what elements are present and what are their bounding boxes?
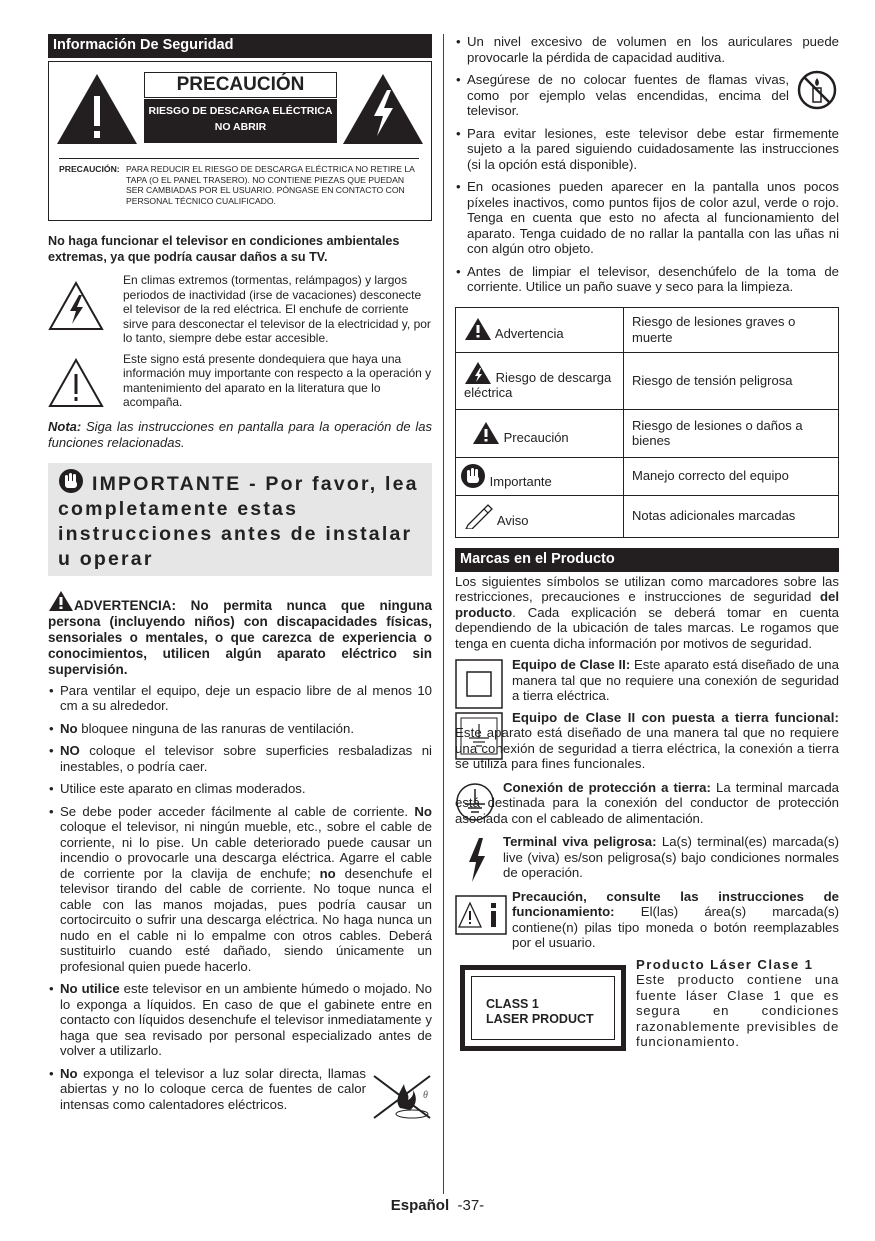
functional-earth-icon: [455, 712, 503, 760]
bullet-text: bloquee ninguna de las ranuras de ventilación.: [77, 720, 354, 736]
list-item: [455, 126, 839, 173]
mark-laser: [455, 957, 839, 1067]
bullet-text: En ocasiones pueden aparecer en la pantalla unos pocos píxeles inactivos, como puntos fijos de color azul, verde o rojo. Tenga en cuenta que esto no afecta al funcionamiento del aparato. Tenga cuidado de no rallar la pantalla con las uñas ni con algún otro objeto.: [467, 179, 839, 256]
intro-text: Los siguientes símbolos se utilizan como marcadores sobre las restricciones, precauciones e instrucciones de seguridad: [455, 573, 839, 604]
laser-product-text: LASER PRODUCT: [486, 1011, 594, 1026]
laser-label-box: [460, 965, 626, 1051]
table-label-text: Precaución: [503, 429, 569, 445]
table-row: [456, 495, 839, 537]
exclamation-triangle-icon: [48, 358, 104, 408]
footer-language: Español: [390, 1197, 450, 1214]
do-not-open-text: NO ABRIR: [214, 121, 267, 133]
symbol-table: [455, 307, 839, 538]
mark-desc: La(s) terminal(es) marcada(s) live (viva) es/son peligrosa(s) bajo condiciones normales de operación.: [503, 834, 839, 880]
mark-protective-earth: [455, 780, 839, 827]
precaution-title: PRECAUCIÓN: [144, 72, 337, 98]
mark-text: [455, 780, 839, 827]
bullet-text: desenchufe el televisor tirando del cable de corriente. No toque nunca el cable con las manos mojadas, pues podría causar un cortocircuito o sufrir una descarga eléctrica. No haga nunca un nudo en el cable ni lo empalme con otros cables. Deberá sustituirlo cuando esté dañado, siendo únicamente un profesional quien puede hacerlo.: [60, 865, 432, 974]
list-item: [455, 179, 839, 257]
table-cell-desc: Riesgo de tensión peligrosa: [624, 352, 839, 409]
pencil-note-icon: [464, 503, 494, 529]
mark-class-ii-earth: [455, 710, 839, 772]
exclamation-info-row: [48, 352, 432, 410]
bullet-strong: No: [414, 803, 432, 819]
right-bullet-list: [455, 34, 839, 295]
lightning-info-row: [48, 273, 432, 346]
hand-stop-icon: [460, 463, 486, 489]
list-item: [48, 683, 432, 714]
mark-title: Terminal viva peligrosa:: [503, 834, 657, 849]
table-cell-label: [456, 352, 624, 409]
bullet-text: Para evitar lesiones, este televisor debe estar firmemente sujeto a la pared siguiendo cuidadosamente las instrucciones (si la opción está disponible).: [467, 125, 839, 172]
bullet-text: este televisor en un ambiente húmedo o mojado. No lo exponga a líquidos. En caso de que el gabinete entre en contacto con líquidos desenchufe el televisor inmediatamente y haga que sea revisado por personal especializado antes de volver a utilizarlo.: [60, 981, 432, 1058]
lightning-warning-icon: [341, 72, 425, 146]
laser-class-text: CLASS 1: [486, 996, 539, 1011]
list-item: [48, 1066, 432, 1113]
bullet-strong: NO: [60, 743, 80, 758]
mark-desc: Este producto contiene una fuente láser Clase 1 que es segura en condiciones razonablemente previsibles de funcionamiento.: [636, 972, 839, 1049]
note-label: Nota:: [48, 418, 82, 434]
bullet-text: Se debe poder acceder fácilmente al cable de corriente.: [60, 803, 415, 819]
caution-info-icon: [455, 895, 507, 935]
mark-title: Producto Láser Clase 1: [636, 956, 814, 972]
mark-text: [455, 710, 839, 772]
intro-text: . Cada explicación se deberá tomar en cuenta dependiendo de la ubicación de tales marcas. Le rogamos que tenga en cuenta dicha información por motivos de seguridad.: [455, 604, 839, 651]
mark-title: Equipo de Clase II:: [512, 657, 631, 672]
list-item: [48, 743, 432, 774]
exclamation-warning-icon: [55, 72, 139, 146]
list-item: [455, 72, 839, 119]
bullet-text: coloque el televisor sobre superficies resbaladizas ni inestables, o podría caer.: [60, 743, 432, 774]
precaution-box: [48, 61, 432, 221]
table-row: [456, 409, 839, 457]
table-row: [456, 352, 839, 409]
section-header-marks: Marcas en el Producto: [455, 548, 839, 572]
table-label-text: Importante: [489, 473, 552, 489]
page-footer: [0, 1197, 875, 1214]
table-row: [456, 307, 839, 352]
warning-icon: [464, 317, 492, 341]
mark-title: Precaución, consulte las instrucciones de funcionamiento:: [512, 888, 839, 919]
advertencia-text: No permita nunca que ninguna persona (incluyendo niños) con discapacidades físicas, sensoriales o mentales, o que carezca de experiencia o conocimientos, utilicen algún aparato eléctrico sin supervisión.: [48, 597, 432, 677]
double-square-icon: [455, 659, 503, 709]
svg-text:θ: • θ: [423, 1089, 428, 1101]
left-column: [48, 34, 432, 1120]
important-text: IMPORTANTE - Por favor, lea completamente estas instrucciones antes de instalar u operar: [58, 472, 419, 570]
table-cell-label: [456, 457, 624, 495]
safety-bullet-list: [48, 683, 432, 1113]
table-label-text: Aviso: [496, 513, 529, 528]
no-candle-icon: [795, 68, 839, 112]
mark-text: [455, 889, 839, 951]
bullet-strong: No: [60, 720, 78, 736]
bullet-text: exponga el televisor a luz solar directa, llamas abiertas y no lo coloque cerca de fuentes de calor intensas como calentadores eléctricos.: [60, 1065, 366, 1112]
lightning-bolt-icon: [467, 838, 487, 882]
mark-text: [455, 657, 839, 704]
list-item: [48, 721, 432, 737]
hand-stop-icon: [58, 468, 84, 494]
precaution-black-panel: [144, 99, 337, 143]
laser-description: [636, 957, 839, 1050]
note-paragraph: [48, 419, 432, 451]
table-cell-desc: Manejo correcto del equipo: [624, 457, 839, 495]
bullet-text: Para ventilar el equipo, deje un espacio libre de al menos 10 cm a su alrededor.: [60, 682, 432, 713]
list-item: [455, 34, 839, 65]
mark-hazardous-live: [455, 834, 839, 881]
bullet-text: coloque el televisor, ni ningún mueble, etc., sobre el cable de corriente, ni lo pise. Un cable deteriorado puede causar un incendio o provocarle una descarga eléctrica. Agarre el cable de corriente por la clavija de enchufe;: [60, 819, 432, 881]
mark-text: [455, 834, 839, 881]
mark-desc: Este aparato está diseñado de una manera tal que no requiere una conexión de seguridad a tierra eléctrica.: [512, 657, 839, 703]
mark-title: Equipo de Clase II con puesta a tierra funcional:: [512, 709, 839, 725]
precaution-body: PARA REDUCIR EL RIESGO DE DESCARGA ELÉCTRICA NO RETIRE LA TAPA (O EL PANEL TRASERO). NO CONTIENE PIEZAS QUE PUEDAN SER CAMBIADAS POR EL USUARIO. PÓNGASE EN CONTACTO CON PERSONAL TÉCNICO CUALIFICADO.: [126, 164, 415, 206]
bullet-text: Un nivel excesivo de volumen en los auriculares puede provocarle la pérdida de capacidad auditiva.: [467, 34, 839, 65]
right-column: [455, 34, 839, 1067]
page-number: -37-: [457, 1197, 485, 1214]
table-label-text: Riesgo de descarga eléctrica: [464, 369, 612, 400]
table-cell-desc: Riesgo de lesiones o daños a bienes: [624, 409, 839, 457]
mark-desc: El(las) área(s) marcada(s) contiene(n) pilas tipo moneda o botón reemplazables por el usuario.: [512, 904, 839, 950]
protective-earth-icon: [455, 782, 495, 822]
mark-consult-instructions: [455, 889, 839, 951]
laser-label-inner: [471, 976, 615, 1040]
column-divider: [443, 34, 444, 1194]
environment-warning: No haga funcionar el televisor en condiciones ambientales extremas, ya que podría causar daños a su TV.: [48, 234, 400, 264]
mark-desc: Este aparato está diseñado de una manera tal que no requiere una conexión de seguridad a tierra eléctrica, la conexión a tierra se utiliza para fines funcionales.: [455, 725, 839, 771]
table-cell-label: [456, 307, 624, 352]
important-banner: [48, 463, 432, 576]
advertencia-paragraph: [48, 590, 432, 678]
bullet-text: Utilice este aparato en climas moderados.: [60, 781, 306, 796]
mark-desc: La terminal marcada está destinada para la conexión del conductor de protección asociada con el cableado de alimentación.: [455, 779, 840, 826]
table-row: [456, 457, 839, 495]
bullet-text: Asegúrese de no colocar fuentes de flamas vivas, como por ejemplo velas encendidas, encima del televisor.: [467, 72, 789, 118]
intro-strong: del producto: [455, 589, 839, 620]
shock-risk-text: RIESGO DE DESCARGA ELÉCTRICA: [148, 105, 333, 117]
table-cell-desc: Riesgo de lesiones graves o muerte: [624, 307, 839, 352]
lightning-info-text: En climas extremos (tormentas, relámpagos) y largos periodos de inactividad (irse de vacaciones) desconecte el televisor de la red eléctrica. El enchufe de corriente sirve para desconectar el televisor de la electricidad y, por lo tanto, siempre debe estar accesible.: [123, 273, 431, 345]
mark-class-ii: [455, 657, 839, 704]
mark-title: Conexión de protección a tierra:: [503, 779, 711, 795]
table-cell-label: [456, 409, 624, 457]
table-cell-label: [456, 495, 624, 537]
bullet-strong: No utilice: [60, 981, 120, 996]
list-item: [48, 981, 432, 1059]
list-item: [48, 781, 432, 797]
bullet-text: Antes de limpiar el televisor, desenchúfelo de la toma de corriente. Utilice un paño suave y seco para la limpieza.: [467, 263, 839, 294]
caution-icon: [472, 421, 500, 445]
table-label-text: Advertencia: [494, 326, 564, 342]
table-cell-desc: Notas adicionales marcadas: [624, 495, 839, 537]
lightning-triangle-icon: [48, 281, 104, 331]
no-flame-icon: [370, 1070, 432, 1120]
bullet-strong: No: [60, 1065, 78, 1081]
precaution-label: PRECAUCIÓN:: [59, 164, 120, 174]
marks-intro: [455, 574, 839, 652]
note-text: Siga las instrucciones en pantalla para la operación de las funciones relacionadas.: [48, 418, 432, 450]
list-item: [455, 264, 839, 295]
advertencia-label: ADVERTENCIA:: [74, 597, 177, 613]
lightning-icon: [464, 361, 492, 385]
bullet-strong: no: [319, 865, 336, 881]
section-header-safety: Información De Seguridad: [48, 34, 432, 58]
list-item: [48, 804, 432, 975]
exclamation-info-text: Este signo está presente dondequiera que haya una información muy importante con respecto a la operación y mantenimiento del aparato en la literatura que lo acompaña.: [123, 351, 432, 409]
precaution-small-text: [59, 158, 419, 206]
warning-icon: [48, 590, 74, 612]
